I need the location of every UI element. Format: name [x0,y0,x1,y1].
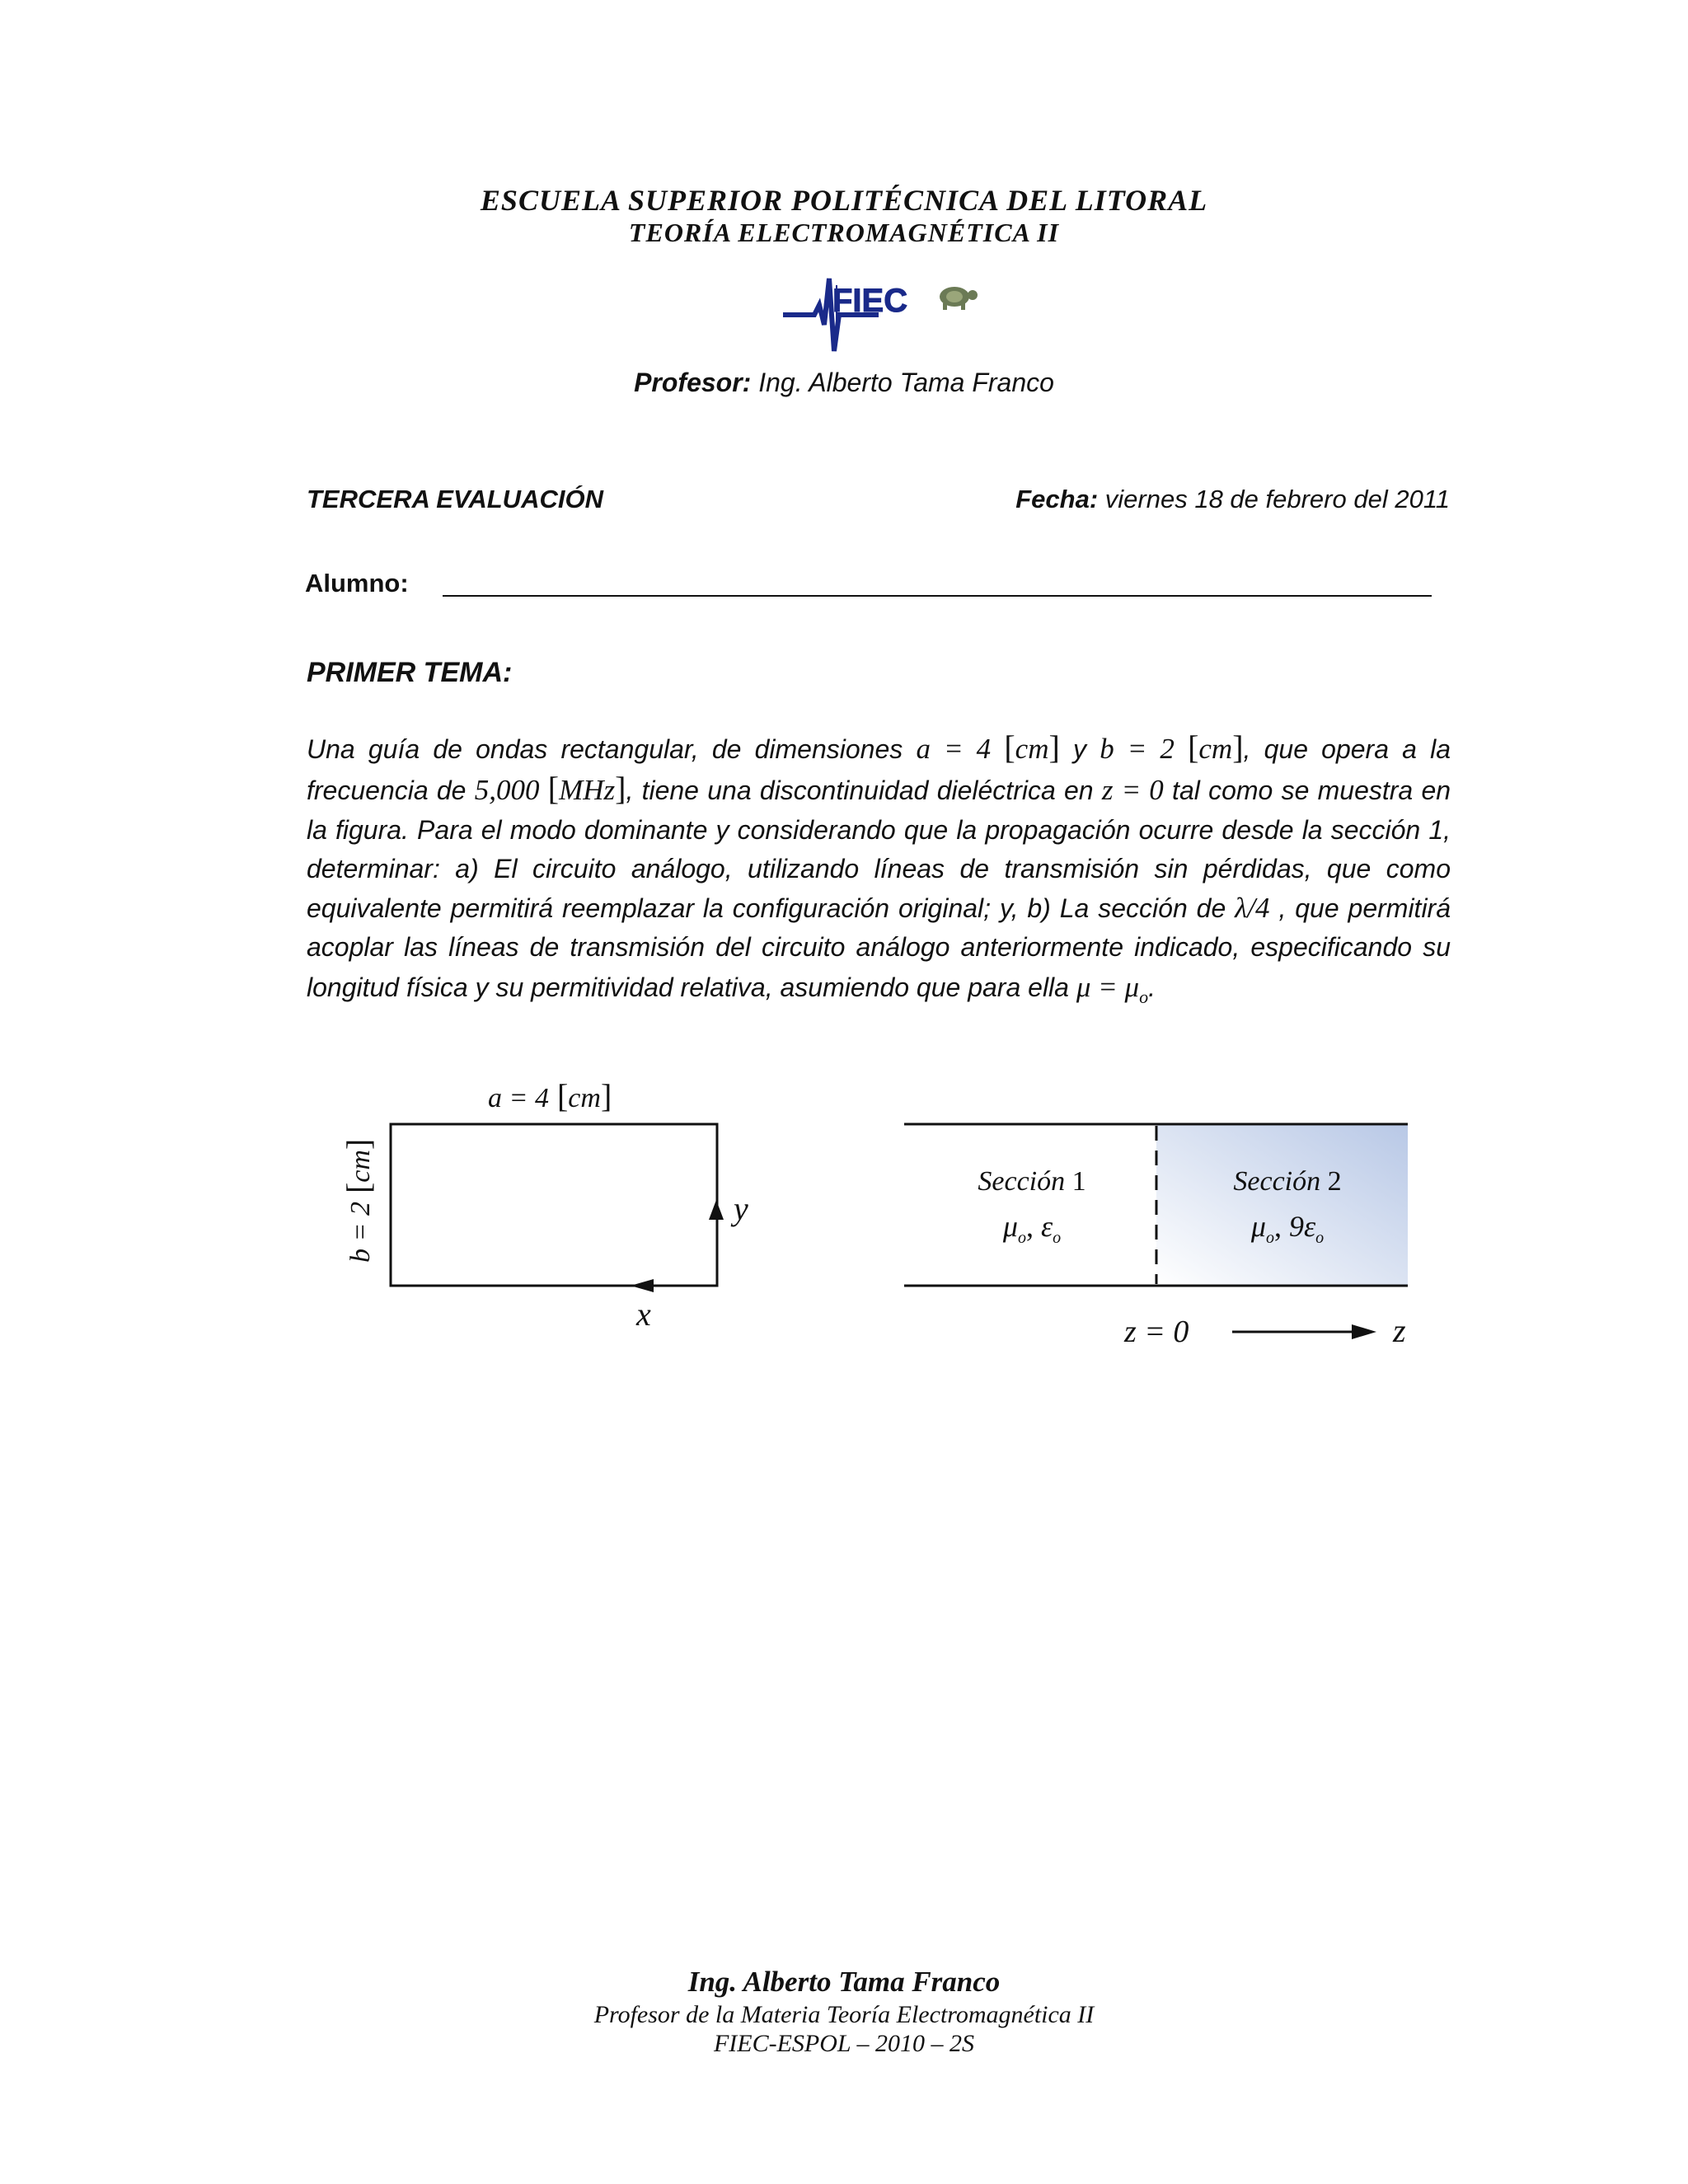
waveguide-cross-section [391,1124,717,1286]
conj-y: y [1073,734,1086,764]
date-value: viernes 18 de febrero del 2011 [1104,485,1450,513]
unit-mhz: MHz [559,774,616,807]
problem-middle: tal como se muestra en la figura. Para el modo dominante y considerando que la propagación ocurre desde la sección 1, determinar: a) El circuito análogo, utilizando líneas de transmisión sin pérdidas, que como equivalente permitirá reemplazar la configuración original; y, b) La sección de [307,776,1451,924]
svg-text:μo, εo: $\mu_o$, $\varepsilon_o$ [1002,1210,1062,1247]
exam-date [1015,485,1450,514]
lambda-quarter: λ/4 [1235,892,1270,925]
dim-b-label: b = 2 [cm] [340,1138,377,1263]
exam-title: TERCERA EVALUACIÓN [307,485,603,513]
professor-name: Ing. Alberto Tama Franco [758,368,1054,397]
problem-heading: PRIMER TEMA: [307,657,513,688]
x-axis-label: x [636,1296,651,1333]
svg-text:μo, 9εo: $\mu_o$, $9\varepsilon_o$ [1250,1210,1325,1247]
date-label: Fecha: [1015,485,1099,513]
footer-name: Ing. Alberto Tama Franco [687,1966,1001,1998]
y-axis-arrow [709,1200,724,1220]
svg-text:Sección 1: Sección 1 [978,1166,1086,1197]
professor-label: Profesor: [634,368,752,397]
z-equals-zero: z = 0 [1101,774,1164,807]
fiec-logo-text: FIEC [832,283,908,319]
institution-title: ESCUELA SUPERIOR POLITÉCNICA DEL LITORAL [480,184,1208,217]
svg-text:Sección 2: Sección 2 [1233,1166,1342,1197]
course-title: TEORÍA ELECTROMAGNÉTICA II [628,218,1060,247]
professor-line [0,368,1688,398]
section-1-label [978,1166,1085,1247]
period: . [1148,972,1156,1002]
dim-a-label: a = 4 [cm] [488,1077,612,1114]
after-freq: , tiene una discontinuidad dieléctrica en [626,776,1094,806]
problem-statement: Una guía de ondas rectangular, de dimensiones a = 4 [cm] y b = 2 [cm], que opera a la frecuencia de 5,000 [MHz], tiene una discontinuidad dieléctrica en z = 0 tal como se muestra en la figura. Para el modo dominante y considerando que la propagación ocurre desde la sección 1, determinar: a) El circuito análogo, utilizando líneas de transmisión sin pérdidas, que como equivalente permitirá reemplazar la configuración original; y, b) La sección de λ/4 , que permitirá acoplar las líneas de transmisión del circuito análogo anteriormente indicado, especificando su longitud física y su permitividad relativa, asumiendo que para ella $\mu = \mu_o$. [307,729,1451,1007]
x-axis-arrow [631,1279,654,1292]
after-dims: , que opera a la frecuencia de [307,734,1451,806]
unit-cm-a: cm [1015,733,1049,765]
z-axis-arrow [1352,1324,1376,1339]
problem-end: , que permitirá acoplar las líneas de transmisión del circuito análogo anteriormente indicado, especificando su longitud física y su permitividad relativa, asumiendo que para ella [307,893,1451,1002]
fiec-logo [781,272,981,354]
footer-term: FIEC-ESPOL – 2010 – 2S [713,2030,975,2057]
mu-equals: μ = μ [1076,970,1140,1003]
y-axis-label: y [734,1190,748,1227]
frequency-value: 5,000 [474,774,540,807]
turtle-icon [940,287,978,310]
footer-role: Profesor de la Materia Teoría Electromagnética II [593,2001,1095,2028]
unit-cm-b: cm [1198,733,1233,765]
student-label: Alumno: [305,569,409,598]
waveguide-figure [0,1063,1688,1368]
mu-equation [1076,970,1149,1007]
dim-a: a = 4 [916,733,992,765]
problem-intro: Una guía de ondas rectangular, de dimensiones [307,734,903,764]
z0-label: z = 0 [1124,1315,1189,1349]
student-name-line[interactable] [443,595,1432,597]
mu-subscript: o [1139,986,1149,1007]
section-2-fill [1156,1124,1408,1286]
z-axis-label: z [1393,1312,1406,1349]
dim-b: b = 2 [1100,733,1175,765]
